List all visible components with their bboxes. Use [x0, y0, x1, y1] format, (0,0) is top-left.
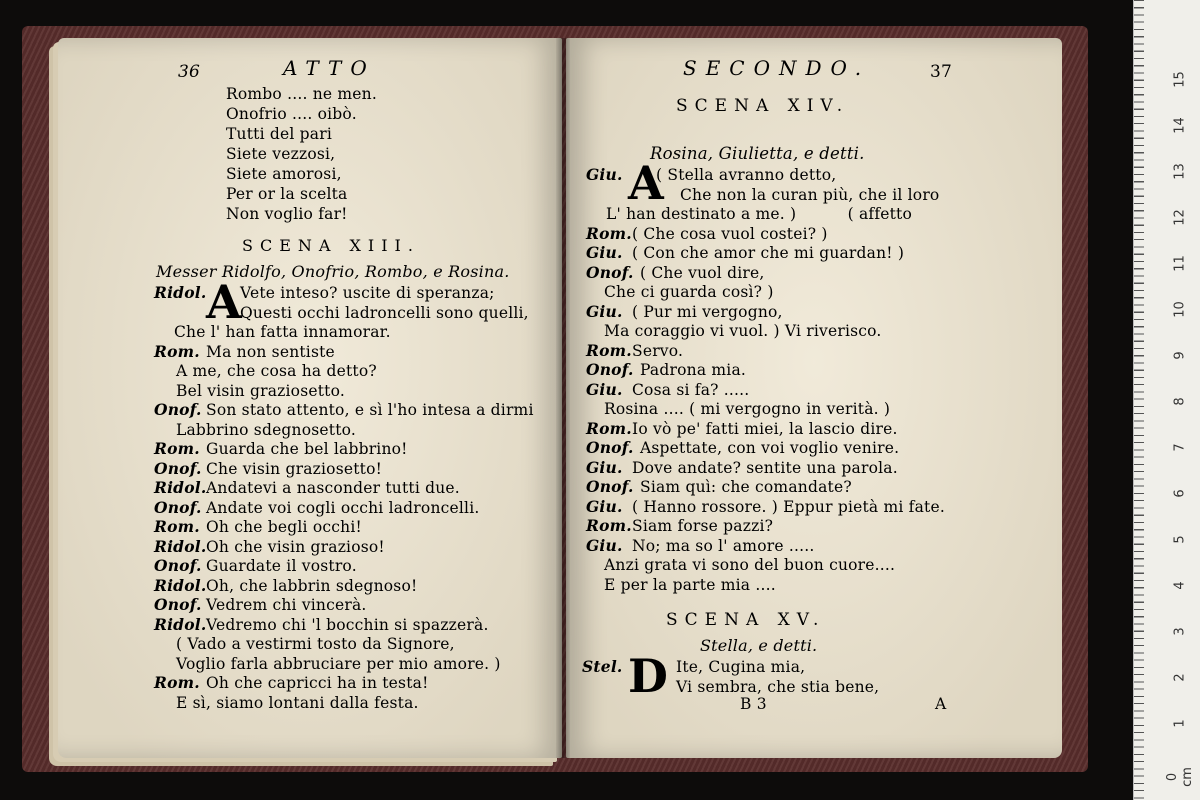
dialogue-line: Ite, Cugina mia, — [676, 658, 806, 676]
dialogue-line: Io vò pe' fatti miei, la lascio dire. — [632, 419, 898, 438]
book-gutter — [556, 38, 570, 758]
dialogue-line: Andatevi a nasconder tutti due. — [206, 479, 460, 497]
speaker-name: Stel. — [582, 657, 623, 676]
dialogue-line: Cosa si fa? ..... — [632, 380, 750, 399]
ruler-label: 1 — [1172, 719, 1188, 728]
speaker-name: Giu. — [586, 379, 623, 399]
ruler-label: 4 — [1172, 581, 1188, 590]
scene-cast: Rosina, Giulietta, e detti. — [650, 144, 865, 163]
ruler-label: 8 — [1172, 397, 1188, 406]
speaker-name: Rom. — [586, 223, 632, 243]
ruler-label: 10 — [1172, 301, 1188, 318]
verse-line: Rombo .... ne men. — [226, 85, 377, 103]
dialogue-line: Che ci guarda così? ) — [604, 283, 774, 301]
dialogue-line: Questi occhi ladroncelli sono quelli, — [240, 303, 529, 322]
speaker-name: Rom. — [154, 673, 200, 692]
ruler-label: 5 — [1172, 535, 1188, 544]
dialogue-line: Siam forse pazzi? — [632, 517, 774, 535]
speaker-name: Onof. — [586, 477, 634, 496]
measurement-ruler — [1133, 0, 1200, 800]
catchword: A — [935, 695, 947, 713]
speaker-name: Ridol. — [154, 478, 207, 497]
running-header: SECONDO. — [683, 56, 871, 80]
speaker-name: Onof. — [586, 262, 634, 282]
ruler-label: 2 — [1172, 673, 1188, 682]
scene-title: SCENA XV. — [666, 610, 826, 630]
dialogue-line: Che visin graziosetto! — [206, 459, 383, 478]
dialogue-line: ( Che vuol dire, — [640, 263, 765, 282]
speaker-name: Rom. — [154, 341, 200, 361]
dialogue-line: Ma coraggio vi vuol. ) Vi riverisco. — [604, 322, 882, 340]
dialogue-line: Vedrem chi vincerà. — [206, 596, 367, 614]
speaker-name: Onof. — [154, 497, 202, 517]
drop-cap: D — [628, 649, 668, 703]
dialogue-line: ( Stella avranno detto, — [656, 166, 837, 184]
ruler-label: 9 — [1172, 351, 1188, 360]
dialogue-line: Voglio farla abbruciare per mio amore. ) — [176, 654, 501, 673]
dialogue-line: Che l' han fatta innamorar. — [174, 323, 391, 341]
speaker-name: Giu. — [586, 165, 623, 184]
speaker-name: Ridol. — [154, 575, 207, 595]
scene-cast: Stella, e detti. — [700, 636, 818, 655]
speaker-name: Giu. — [586, 457, 623, 477]
dialogue-line: Vedremo chi 'l bocchin si spazzerà. — [206, 615, 489, 634]
dialogue-line: Oh che begli occhi! — [206, 518, 362, 536]
speaker-name: Onof. — [586, 438, 634, 457]
dialogue-line: L' han destinato a me. ) ( affetto — [606, 205, 913, 223]
speaker-name: Onof. — [154, 458, 202, 478]
dialogue-line: Dove andate? sentite una parola. — [632, 458, 898, 477]
scene-title: SCENA XIV. — [676, 96, 850, 116]
ruler-label: 6 — [1172, 489, 1188, 498]
speaker-name: Onof. — [154, 400, 202, 419]
dialogue-line: Servo. — [632, 341, 684, 360]
dialogue-line: E per la parte mia .... — [604, 575, 776, 594]
running-header: ATTO — [283, 56, 376, 80]
page-number: 37 — [930, 62, 953, 82]
ruler-label: 12 — [1172, 209, 1188, 226]
drop-cap: A — [206, 275, 242, 329]
ruler-label: 7 — [1172, 443, 1188, 452]
dialogue-line: Oh che capricci ha in testa! — [206, 674, 429, 692]
verse-line: Per or la scelta — [226, 185, 348, 203]
drop-cap: A — [628, 156, 664, 210]
speaker-name: Giu. — [586, 301, 623, 321]
verse-line: Onofrio .... oibò. — [226, 105, 357, 123]
dialogue-line: ( Hanno rossore. ) Eppur pietà mi fate. — [632, 497, 945, 516]
speaker-name: Ridol. — [154, 536, 207, 556]
dialogue-line: ( Con che amor che mi guardan! ) — [632, 244, 905, 262]
scene-title: SCENA XIII. — [242, 236, 420, 255]
dialogue-line: ( Vado a vestirmi tosto da Signore, — [176, 635, 455, 653]
speaker-name: Ridol. — [154, 614, 207, 634]
dialogue-line: Padrona mia. — [640, 361, 747, 379]
speaker-name: Giu. — [586, 496, 623, 516]
speaker-name: Rom. — [154, 439, 200, 458]
speaker-name: Onof. — [586, 360, 634, 379]
ruler-label: 15 — [1172, 71, 1188, 88]
speaker-name: Giu. — [586, 243, 623, 262]
speaker-name: Rom. — [154, 517, 200, 536]
dialogue-line: Andate voi cogli occhi ladroncelli. — [206, 498, 480, 517]
dialogue-line: Aspettate, con voi voglio venire. — [640, 439, 900, 457]
dialogue-line: E sì, siamo lontani dalla festa. — [176, 693, 419, 712]
dialogue-line: Guardate il vostro. — [206, 557, 357, 575]
speaker-name: Rom. — [586, 340, 632, 360]
dialogue-line: A me, che cosa ha detto? — [176, 362, 377, 380]
speaker-name: Rom. — [586, 516, 632, 535]
verse-line: Tutti del pari — [226, 125, 332, 143]
dialogue-line: Siam quì: che comandate? — [640, 478, 852, 496]
ruler-label: 3 — [1172, 627, 1188, 636]
dialogue-line: Che non la curan più, che il loro — [680, 185, 940, 204]
dialogue-line: ( Che cosa vuol costei? ) — [632, 224, 828, 243]
verse-line: Siete amorosi, — [226, 165, 342, 183]
dialogue-line: Bel visin graziosetto. — [176, 381, 345, 400]
dialogue-line: No; ma so l' amore ..... — [632, 536, 815, 555]
dialogue-line: Oh, che labbrin sdegnoso! — [206, 576, 418, 595]
ruler-label: 0 cm — [1165, 767, 1195, 787]
dialogue-line: Labbrino sdegnosetto. — [176, 420, 357, 439]
speaker-name: Onof. — [154, 556, 202, 575]
page-number: 36 — [178, 62, 201, 82]
dialogue-line: ( Pur mi vergogno, — [632, 302, 783, 321]
ruler-label: 13 — [1172, 163, 1188, 180]
speaker-name: Ridol. — [154, 283, 207, 302]
speaker-name: Giu. — [586, 535, 623, 555]
dialogue-line: Vi sembra, che stia bene, — [676, 677, 880, 696]
dialogue-line: Rosina .... ( mi vergogno in verità. ) — [604, 400, 891, 418]
ruler-label: 14 — [1172, 117, 1188, 134]
dialogue-line: Ma non sentiste — [206, 342, 335, 361]
speaker-name: Rom. — [586, 418, 632, 438]
verse-line: Siete vezzosi, — [226, 145, 336, 163]
dialogue-line: Vete inteso? uscite di speranza; — [240, 284, 495, 302]
dialogue-line: Son stato attento, e sì l'ho intesa a dirmi — [206, 401, 534, 419]
scene-cast: Messer Ridolfo, Onofrio, Rombo, e Rosina. — [156, 262, 510, 281]
ruler-label: 11 — [1172, 255, 1188, 272]
dialogue-line: Oh che visin grazioso! — [206, 537, 385, 556]
speaker-name: Onof. — [154, 595, 202, 614]
dialogue-line: Guarda che bel labbrino! — [206, 440, 408, 458]
verse-line: Non voglio far! — [226, 205, 348, 223]
signature-mark: B 3 — [740, 695, 767, 713]
dialogue-line: Anzi grata vi sono del buon cuore.... — [604, 556, 896, 574]
